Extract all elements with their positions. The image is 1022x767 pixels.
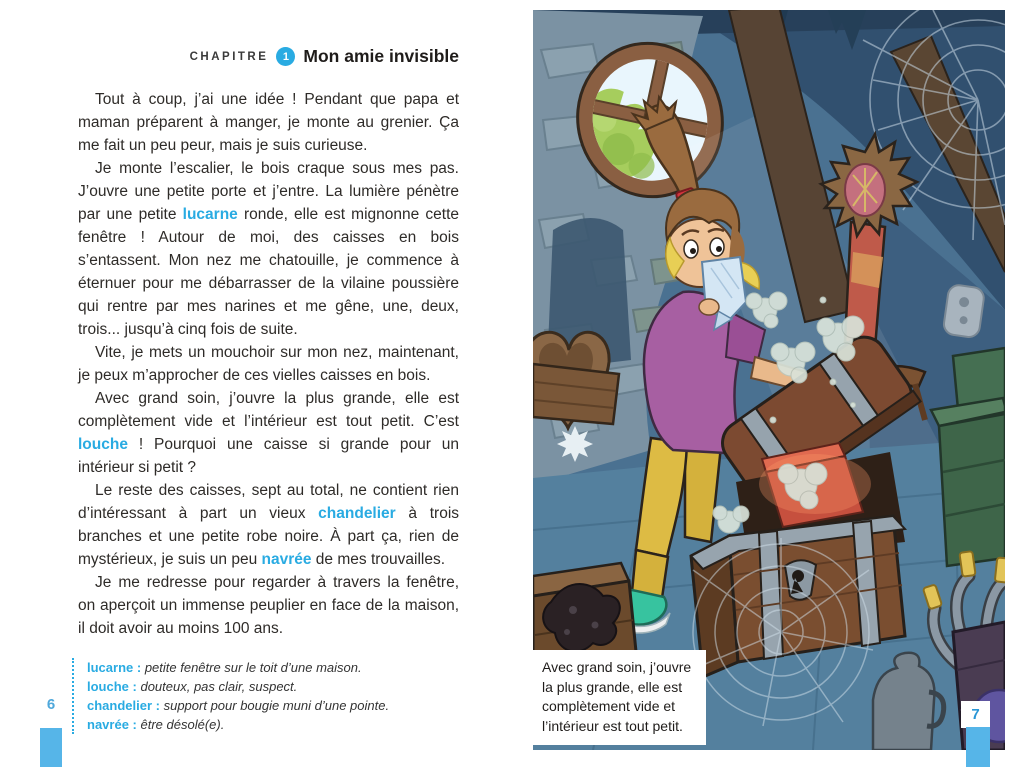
vocab-term: navrée : [87,717,137,732]
vocab-entry [87,677,487,696]
page-tab-right[interactable] [966,727,990,767]
vocab-term: louche : [87,679,137,694]
wall-vent-icon [943,284,986,339]
caption-text: Avec grand soin, j’ouvre la plus grande, elle est complètement vide et l’intérieur est tout petit. [542,659,692,734]
page-number-right: 7 [971,706,980,723]
chapter-title: Mon amie invisible [303,46,459,66]
vocab-definition: être désolé(e). [140,717,225,732]
vocab-term: chandelier : [87,698,160,713]
story-paragraph: Avec grand soin, j’ouvre la plus grande, elle est complètement vide et l’intérieur est tout petit. C’est louche ! Pourquoi une caisse si grande pour un intérieur si petit ? [78,390,459,476]
vocab-term: lucarne : [87,660,142,675]
vocab-keyword: chandelier [318,505,396,522]
vocab-keyword: navrée [261,551,312,568]
vocab-definition: douteux, pas clair, suspect. [140,679,298,694]
wooden-table [533,364,619,424]
story-paragraph: Tout à coup, j’ai une idée ! Pendant que papa et maman préparent à manger, je monte au grenier. Ça me fait un peu peur, mais je suis curieuse. [78,91,459,154]
starburst-icon [557,426,593,462]
vocab-entry [87,715,487,734]
story-paragraph: Le reste des caisses, sept au total, ne contient rien d’intéressant à part un vieux chandelier à trois branches et une petite robe noire. À part ça, rien de mystérieux, je suis un peu navrée de mes trouvailles. [78,482,460,568]
story-paragraph: Je me redresse pour regarder à travers la fenêtre, on aperçoit un immense peuplier en face de la maison, il doit avoir au moins 100 ans. [78,574,459,637]
page-tab-left[interactable] [40,728,62,767]
story-paragraph: Je monte l’escalier, le bois craque sous mes pas. J’ouvre une petite porte et j’entre. La lumière pénètre par une petite lucarne ronde, elle est mignonne cette fenêtre ! Autour de moi, des caisses en bois s’entassent. Mon nez me chatouille, je commence à éternuer pour me débarrasser de la vilaine poussière qui rentre par mes narines et me gêne, une, deux, trois... jusqu’à cinq fois de suite. [78,160,460,338]
vocab-entry [87,658,487,677]
story-paragraph: Vite, je mets un mouchoir sur mon nez, maintenant, je peux m’approcher de ces vielles caisses en bois. [78,344,459,384]
story-text [78,88,459,640]
attic-illustration [533,10,1005,750]
page-number-right-box [961,701,990,728]
vocabulary-box [72,658,487,734]
vocab-definition: support pour bougie muni d’une pointe. [163,698,390,713]
vocab-keyword: louche [78,436,128,453]
chapter-number-badge: 1 [276,47,295,66]
page-number-left: 6 [46,696,56,713]
caption-box [533,650,706,745]
vocab-keyword: lucarne [182,206,238,223]
chapter-header [78,46,459,67]
chapter-kicker: CHAPITRE [189,50,269,63]
vocab-entry [87,696,487,715]
vocab-definition: petite fenêtre sur le toit d’une maison. [144,660,362,675]
